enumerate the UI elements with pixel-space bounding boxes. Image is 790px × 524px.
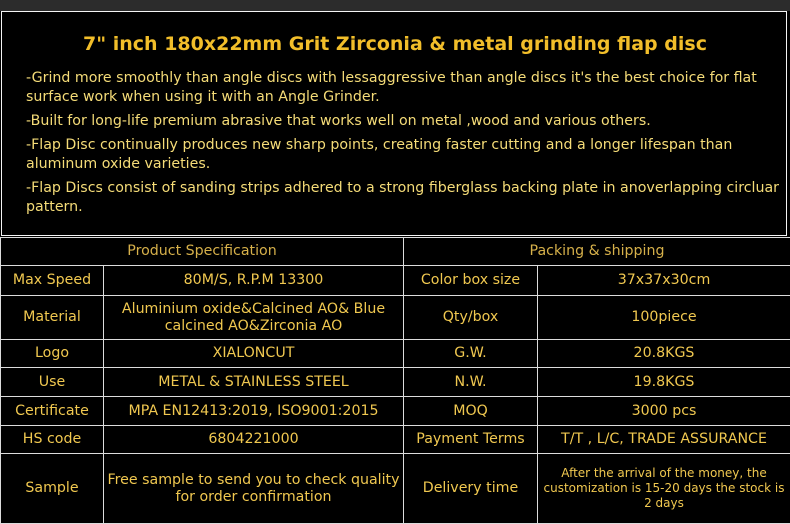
table-row bbox=[1, 454, 790, 524]
packing-value: 3000 pcs bbox=[538, 397, 790, 426]
feature-item: -Flap Discs consist of sanding strips adhered to a strong fiberglass backing plate in anoverlapping circluar pattern. bbox=[26, 179, 782, 217]
table-row bbox=[1, 426, 790, 454]
packing-value: 20.8KGS bbox=[538, 340, 790, 368]
spec-value: Free sample to send you to check quality for order confirmation bbox=[104, 454, 404, 524]
table-row bbox=[1, 296, 790, 340]
packing-label: MOQ bbox=[404, 397, 538, 426]
spec-header: Product Specification bbox=[1, 238, 404, 266]
top-bar bbox=[0, 0, 790, 11]
spec-value: MPA EN12413:2019, ISO9001:2015 bbox=[104, 397, 404, 426]
feature-item: -Grind more smoothly than angle discs with lessaggressive than angle discs it's the best choice for flat surface work when using it with an Angle Grinder. bbox=[26, 69, 782, 107]
feature-list bbox=[26, 69, 782, 222]
spec-label: Material bbox=[1, 296, 104, 340]
packing-label: Qty/box bbox=[404, 296, 538, 340]
product-description-box bbox=[1, 11, 787, 236]
spec-label: Use bbox=[1, 368, 104, 397]
feature-item: -Built for long-life premium abrasive that works well on metal ,wood and various others. bbox=[26, 112, 782, 131]
packing-value: 100piece bbox=[538, 296, 790, 340]
packing-value: T/T , L/C, TRADE ASSURANCE bbox=[538, 426, 790, 454]
spec-value: 80M/S, R.P.M 13300 bbox=[104, 266, 404, 296]
table-row bbox=[1, 266, 790, 296]
spec-table bbox=[0, 237, 790, 524]
spec-label: Sample bbox=[1, 454, 104, 524]
spec-label: Max Speed bbox=[1, 266, 104, 296]
table-row bbox=[1, 368, 790, 397]
spec-label: Logo bbox=[1, 340, 104, 368]
spec-value: XIALONCUT bbox=[104, 340, 404, 368]
feature-item: -Flap Disc continually produces new sharp points, creating faster cutting and a longer lifespan than aluminum oxide varieties. bbox=[26, 136, 782, 174]
spec-value: 6804221000 bbox=[104, 426, 404, 454]
packing-header: Packing & shipping bbox=[404, 238, 790, 266]
product-title: 7" inch 180x22mm Grit Zirconia & metal grinding flap disc bbox=[2, 33, 788, 55]
table-row bbox=[1, 397, 790, 426]
packing-label: Delivery time bbox=[404, 454, 538, 524]
packing-value: After the arrival of the money, the customization is 15-20 days the stock is 2 days bbox=[538, 454, 790, 524]
spec-value: Aluminium oxide&Calcined AO& Blue calcined AO&Zirconia AO bbox=[104, 296, 404, 340]
packing-value: 37x37x30cm bbox=[538, 266, 790, 296]
packing-value: 19.8KGS bbox=[538, 368, 790, 397]
spec-value: METAL & STAINLESS STEEL bbox=[104, 368, 404, 397]
spec-label: HS code bbox=[1, 426, 104, 454]
packing-label: Payment Terms bbox=[404, 426, 538, 454]
table-row bbox=[1, 340, 790, 368]
packing-label: Color box size bbox=[404, 266, 538, 296]
packing-label: G.W. bbox=[404, 340, 538, 368]
spec-label: Certificate bbox=[1, 397, 104, 426]
packing-label: N.W. bbox=[404, 368, 538, 397]
table-header-row bbox=[1, 238, 790, 266]
